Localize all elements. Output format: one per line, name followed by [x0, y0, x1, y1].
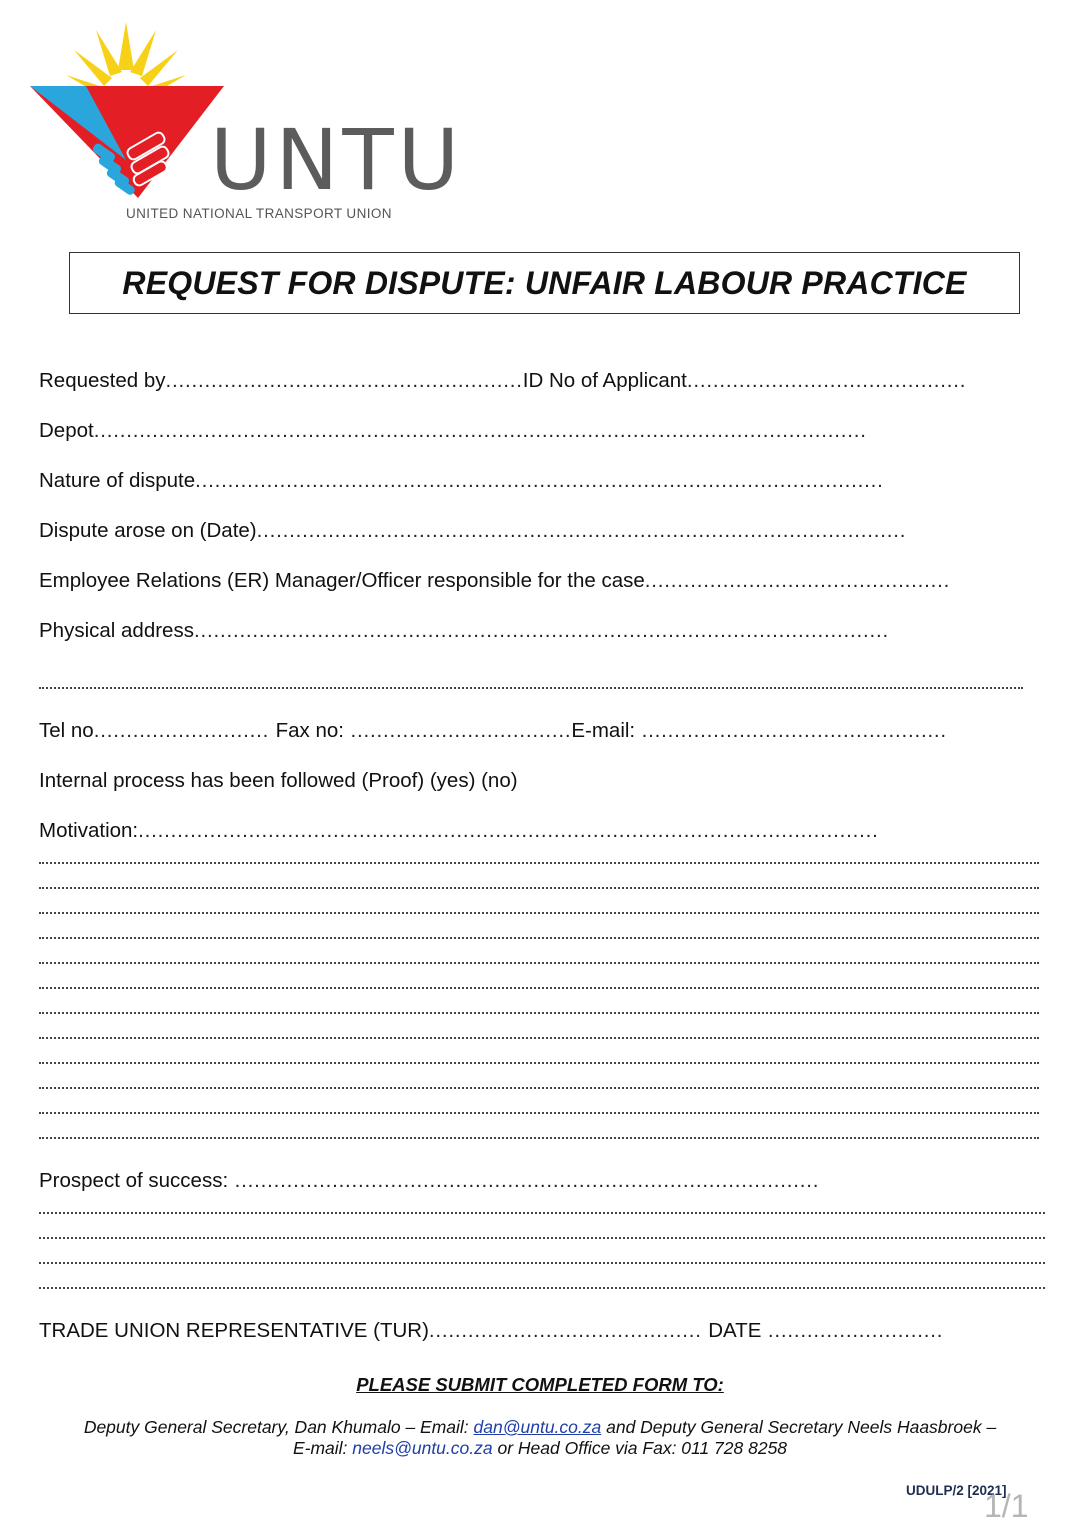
tel-label: Tel no — [39, 719, 94, 742]
date-arose-label: Dispute arose on (Date) — [39, 519, 257, 542]
email-field[interactable]: ............................................... — [635, 719, 947, 742]
contact-text: Deputy General Secretary, Dan Khumalo – Email: — [83, 1417, 474, 1437]
address-field-line-2[interactable] — [39, 683, 1023, 689]
contact-row — [39, 719, 947, 744]
contact-text: or Head Office via Fax: 011 728 8258 — [492, 1438, 788, 1458]
fax-field[interactable]: .................................. — [343, 719, 572, 742]
tur-label: TRADE UNION REPRESENTATIVE (TUR) — [39, 1319, 429, 1342]
motivation-line[interactable] — [39, 1058, 1039, 1064]
prospect-field[interactable]: .......................................................................................... — [228, 1169, 820, 1192]
id-no-field[interactable]: ........................................... — [686, 369, 967, 392]
depot-row — [39, 419, 867, 444]
internal-process-label[interactable]: Internal process has been followed (Proof) (yes) (no) — [39, 769, 518, 792]
form-title-box — [69, 252, 1020, 314]
nature-field[interactable]: .......................................................................................................... — [195, 469, 884, 492]
depot-label: Depot — [39, 419, 94, 442]
email-link-dan[interactable]: dan@untu.co.za — [473, 1417, 602, 1437]
motivation-line[interactable] — [39, 858, 1039, 864]
address-row — [39, 619, 889, 644]
logo-wordmark: UNTU — [210, 111, 464, 209]
tur-field[interactable]: .......................................... — [428, 1319, 709, 1342]
nature-label: Nature of dispute — [39, 469, 196, 492]
motivation-line[interactable] — [39, 983, 1039, 989]
id-no-label: ID No of Applicant — [522, 369, 687, 392]
motivation-field[interactable]: .................................................................................................................. — [138, 819, 879, 842]
submit-contact-line-1 — [0, 1417, 1080, 1438]
prospect-line[interactable] — [39, 1233, 1045, 1239]
motivation-line[interactable] — [39, 908, 1039, 914]
prospect-line[interactable] — [39, 1208, 1045, 1214]
tur-row — [39, 1319, 943, 1344]
date-label: DATE — [708, 1319, 762, 1342]
er-manager-row — [39, 569, 950, 594]
email-link-neels[interactable]: neels@untu.co.za — [352, 1438, 493, 1458]
submit-heading: PLEASE SUBMIT COMPLETED FORM TO: — [356, 1374, 724, 1395]
motivation-line[interactable] — [39, 958, 1039, 964]
depot-field[interactable]: ....................................................................................................................... — [93, 419, 867, 442]
er-manager-label: Employee Relations (ER) Manager/Officer responsible for the case — [39, 569, 645, 592]
date-arose-row — [39, 519, 906, 544]
contact-text: and Deputy General Secretary Neels Haasbroek – — [601, 1417, 997, 1437]
address-label: Physical address — [39, 619, 194, 642]
motivation-row — [39, 819, 879, 844]
requested-by-field[interactable]: ....................................................... — [165, 369, 523, 392]
requested-by-label: Requested by — [39, 369, 166, 392]
prospect-label: Prospect of success: — [39, 1169, 229, 1192]
motivation-line[interactable] — [39, 1033, 1039, 1039]
motivation-line[interactable] — [39, 883, 1039, 889]
email-label: E-mail: — [571, 719, 636, 742]
form-title: REQUEST FOR DISPUTE: UNFAIR LABOUR PRACTICE — [122, 264, 967, 301]
tel-field[interactable]: ........................... — [93, 719, 276, 742]
prospect-line[interactable] — [39, 1258, 1045, 1264]
contact-text: E-mail: — [292, 1438, 353, 1458]
motivation-line[interactable] — [39, 1133, 1039, 1139]
motivation-line[interactable] — [39, 1008, 1039, 1014]
page-indicator: 1/1 — [984, 1488, 1029, 1524]
logo-subtitle: UNITED NATIONAL TRANSPORT UNION — [126, 206, 392, 221]
er-manager-field[interactable]: ............................................... — [644, 569, 951, 592]
date-field[interactable]: ........................... — [761, 1319, 944, 1342]
motivation-line[interactable] — [39, 1108, 1039, 1114]
requested-by-row — [39, 369, 966, 394]
date-arose-field[interactable]: .................................................................................................... — [256, 519, 907, 542]
internal-process-row — [39, 769, 518, 794]
form-code: UDULP/2 [2021] — [906, 1483, 1007, 1498]
prospect-row — [39, 1169, 819, 1194]
nature-row — [39, 469, 884, 494]
fax-label: Fax no: — [275, 719, 344, 742]
motivation-line[interactable] — [39, 933, 1039, 939]
motivation-label: Motivation: — [39, 819, 139, 842]
prospect-line[interactable] — [39, 1283, 1045, 1289]
submit-contact-line-2 — [0, 1438, 1080, 1459]
address-field[interactable]: ........................................................................................................... — [193, 619, 889, 642]
motivation-line[interactable] — [39, 1083, 1039, 1089]
